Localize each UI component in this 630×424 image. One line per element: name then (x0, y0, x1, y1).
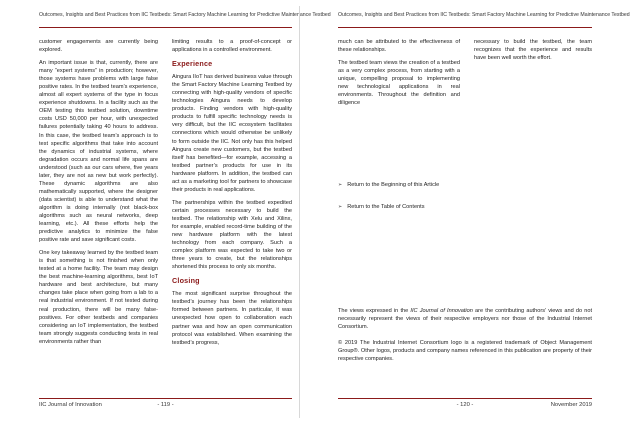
journal-title-italic: IIC Journal of Innovation (410, 308, 473, 314)
left-column-1 (39, 38, 158, 351)
arrow-right-icon: ➢ (338, 204, 343, 210)
page-number: - 119 - (157, 402, 174, 408)
disclaimer-views: The views expressed in the IIC Journal of Innovation are the contributing authors’ views and do not necessarily represent the views of their respective employers nor those of the Industrial Internet Consortium. (338, 308, 593, 331)
paragraph: limiting results to a proof-of-concept or applications in a controlled environment. (172, 39, 292, 54)
right-column-2 (474, 38, 592, 67)
right-column-1 (338, 38, 460, 112)
paragraph: much can be attributed to the effectiveness of these relationships. (338, 39, 460, 54)
paragraph: Aingura IIoT has derived business value through the Smart Factory Machine Learning Testbed by connecting with high-quality vendors of specific technologies Aingura needs to develop products. Finding vendors with high-quality products to fulfill specific technology needs is very difficult, but the IIC ecosystem facilitates connections which would otherwise be unlikely to form outside the IIC. Not only has this helped Aingura create new customers, but the testbed itself has benefited—for example, accessing a testbed partner’s products for use in its hardware platform. In addition, the testbed can act as a marketing tool for partners to showcase their products in real applications. (172, 74, 292, 193)
copyright-notice: © 2019 The Industrial Internet Consortium logo is a registered trademark of Object Management Group®. Other logos, products and company names referenced in this publication are property of their respective companies. (338, 340, 592, 363)
journal-name: IIC Journal of Innovation (39, 402, 102, 408)
paragraph: The testbed team views the creation of a testbed as a very complex process, from starting with a unique, compelling proposal to implementing new technological applications in real environments. Throughout the definition and diligence (338, 60, 460, 107)
running-header: Outcomes, Insights and Best Practices from IIC Testbeds: Smart Factory Machine Learning for Predictive Maintenance Testbed (39, 12, 292, 28)
section-heading-experience: Experience (172, 59, 213, 69)
page-number: - 120 - (456, 402, 474, 408)
page-footer (338, 398, 592, 411)
page-120 (300, 0, 630, 424)
publication-date: November 2019 (550, 402, 592, 408)
arrow-right-icon: ➢ (338, 182, 343, 188)
paragraph: customer engagements are currently being explored. (39, 39, 158, 54)
paragraph: necessary to build the testbed, the team recognizes that the experience and results have been well worth the effort. (474, 39, 592, 62)
page-footer (39, 398, 292, 411)
paragraph: An important issue is that, currently, there are many “expert systems” in production; however, those systems have problems with large false positive rates. In the testbed team’s experience, almost all expert systems of the type in focus experience shutdowns. In a facility such as the OEM testing this testbed solution, downtime costs USD 50,000 per hour, with unexpected failures potentially taking 40 hours to address. In this case, the testbed team’s approach is to test specific algorithms that take into account the dynamics of industrial systems, where degradation occurs and normal life spans are understood (such as our cars where, five years later, they are not as new but work perfectly). These dynamic algorithms are also mathematically supported, where the designer (data scientist) is able to understand what the algorithm is doing internally (not black-box algorithms such as neural networks, deep learning, etc.). All these efforts help the predictive analytics to minimize the false positive rate and save significant costs. (39, 60, 158, 244)
section-heading-closing: Closing (172, 276, 200, 286)
paragraph: The most significant surprise throughout the testbed’s journey has been the relationships formed between partners. In particular, it was unexpected how open to collaboration each partner was and how an open communication protocol was established. When examining the testbed’s progress, (172, 291, 292, 346)
running-header: Outcomes, Insights and Best Practices from IIC Testbeds: Smart Factory Machine Learning for Predictive Maintenance Testbed (338, 12, 592, 28)
return-to-article-link[interactable]: ➢ Return to the Beginning of this Article (338, 182, 440, 188)
left-column-2 (172, 38, 292, 352)
paragraph: One key takeaway learned by the testbed team is that something is not finished when only tested at a home facility. The team may design the best machine-learning algorithms, best IoT hardware and best architecture, but many changes take place when going from a lab to a real industrial environment. If not tested during real production, there will be many false-positives. For other testbeds and companies considering an IoT implementation, the testbed team strongly suggests conducting tests in real environments rather than (39, 250, 158, 345)
return-to-toc-link[interactable]: ➢ Return to the Table of Contents (338, 204, 425, 210)
paragraph: The partnerships within the testbed expedited certain processes necessary to build the testbed. The relationship with Xelu and Xilinx, for example, enabled record-time building of the new hardware platform with the latest technology from each company. Such a complex platform was expected to take two or three years to create, but the relationships shortened this process to only six months. (172, 199, 292, 271)
disclaimer (338, 307, 592, 371)
